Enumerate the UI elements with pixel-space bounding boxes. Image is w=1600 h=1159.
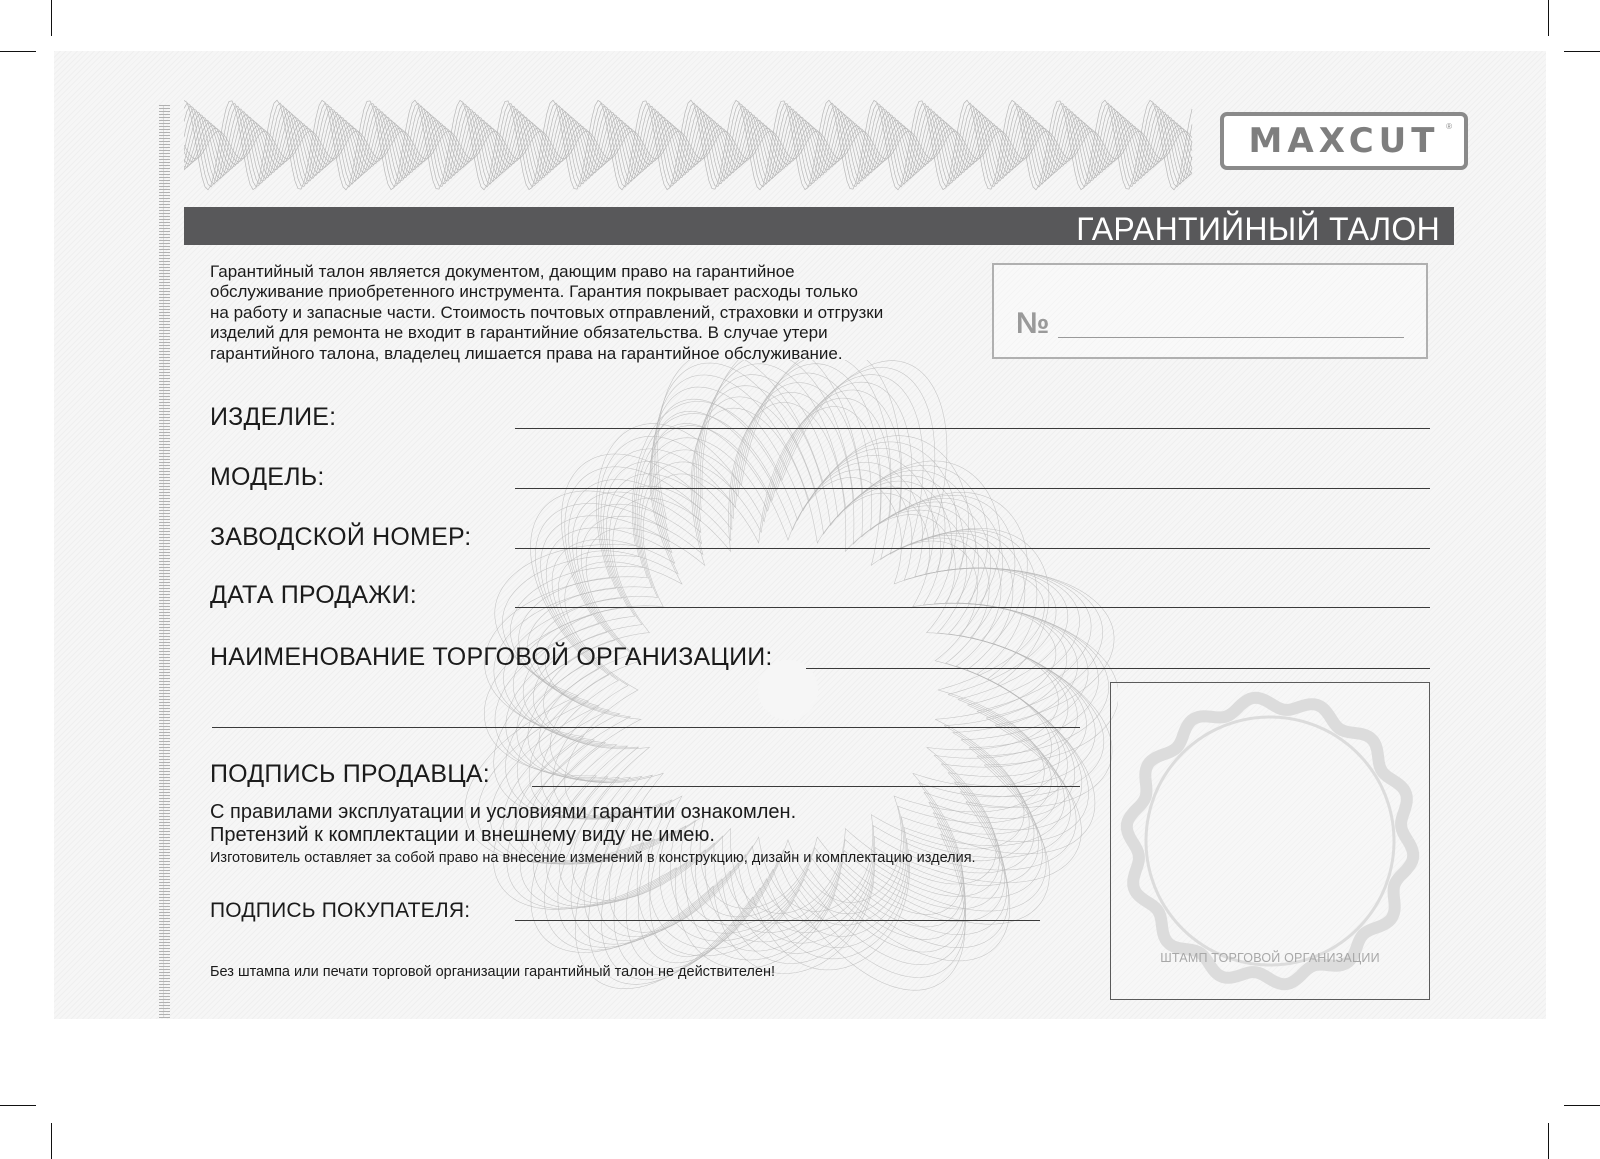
intro-text bbox=[210, 262, 970, 364]
crop-mark bbox=[0, 1105, 36, 1106]
buyer-signature-field[interactable] bbox=[515, 920, 1040, 921]
crop-mark bbox=[1548, 1123, 1549, 1159]
title-bar bbox=[184, 207, 1454, 245]
seal-ring bbox=[1146, 717, 1394, 965]
logo-text: MAXCUT bbox=[1248, 121, 1440, 161]
intro-line: обслуживание приобретенного инструмента. Гарантия покрывает расходы только bbox=[210, 282, 858, 302]
sale-date-field[interactable] bbox=[515, 607, 1430, 608]
card-number-field[interactable] bbox=[1058, 337, 1404, 338]
maxcut-logo bbox=[1220, 112, 1468, 170]
product-label: ИЗДЕЛИЕ: bbox=[210, 403, 337, 431]
buyer-signature-label: ПОДПИСЬ ПОКУПАТЕЛЯ: bbox=[210, 899, 471, 922]
intro-line: Гарантийный талон является документом, дающим право на гарантийное bbox=[210, 262, 795, 281]
stamp-label: ШТАМП ТОРГОВОЙ ОРГАНИЗАЦИИ bbox=[1160, 951, 1380, 965]
number-sign: № bbox=[1016, 307, 1050, 340]
serial-number-label: ЗАВОДСКОЙ НОМЕР: bbox=[210, 523, 472, 551]
crop-mark bbox=[51, 1123, 52, 1159]
serial-number-field[interactable] bbox=[515, 548, 1430, 549]
document-title: ГАРАНТИЙНЫЙ ТАЛОН bbox=[1076, 211, 1440, 247]
intro-line: на работу и запасные части. Стоимость почтовых отправлений, страховки и отгрузки bbox=[210, 302, 884, 322]
guilloche-wave bbox=[184, 114, 1192, 176]
trade-org-label: НАИМЕНОВАНИЕ ТОРГОВОЙ ОРГАНИЗАЦИИ: bbox=[210, 643, 773, 671]
trade-org-field[interactable] bbox=[806, 668, 1430, 669]
acknowledgement-line: Претензий к комплектации и внешнему виду не имею. bbox=[210, 824, 715, 846]
validity-note: Без штампа или печати торговой организации гарантийный талон не действителен! bbox=[210, 964, 775, 980]
product-field[interactable] bbox=[515, 428, 1430, 429]
crop-mark bbox=[1564, 1105, 1600, 1106]
microtext-strip bbox=[159, 105, 170, 1018]
trade-org-field-continued[interactable] bbox=[212, 727, 1080, 728]
crop-mark bbox=[0, 51, 36, 52]
guilloche-band bbox=[184, 96, 1194, 194]
stamp-area[interactable] bbox=[1110, 682, 1430, 1000]
sale-date-label: ДАТА ПРОДАЖИ: bbox=[210, 581, 417, 609]
crop-mark bbox=[51, 0, 52, 36]
acknowledgement-line: С правилами эксплуатации и условиями гарантии ознакомлен. bbox=[210, 801, 797, 823]
model-label: МОДЕЛЬ: bbox=[210, 463, 325, 491]
manufacturer-note: Изготовитель оставляет за собой право на внесение изменений в конструкцию, дизайн и комплектацию изделия. bbox=[210, 850, 976, 866]
registered-mark: ® bbox=[1446, 122, 1452, 131]
crop-mark bbox=[1564, 51, 1600, 52]
seller-signature-field[interactable] bbox=[532, 786, 1080, 787]
intro-line: изделий для ремонта не входит в гарантийние обязательства. В случае утери bbox=[210, 323, 828, 343]
crop-mark bbox=[1548, 0, 1549, 36]
card-number-box bbox=[992, 263, 1428, 359]
seal-ring bbox=[1127, 698, 1413, 984]
acknowledgement bbox=[210, 801, 976, 868]
guilloche-rosette bbox=[458, 360, 1118, 1020]
seller-signature-label: ПОДПИСЬ ПРОДАВЦА: bbox=[210, 760, 490, 788]
intro-line: гарантийного талона, владелец лишается права на гарантийное обслуживание. bbox=[210, 343, 843, 363]
model-field[interactable] bbox=[515, 488, 1430, 489]
